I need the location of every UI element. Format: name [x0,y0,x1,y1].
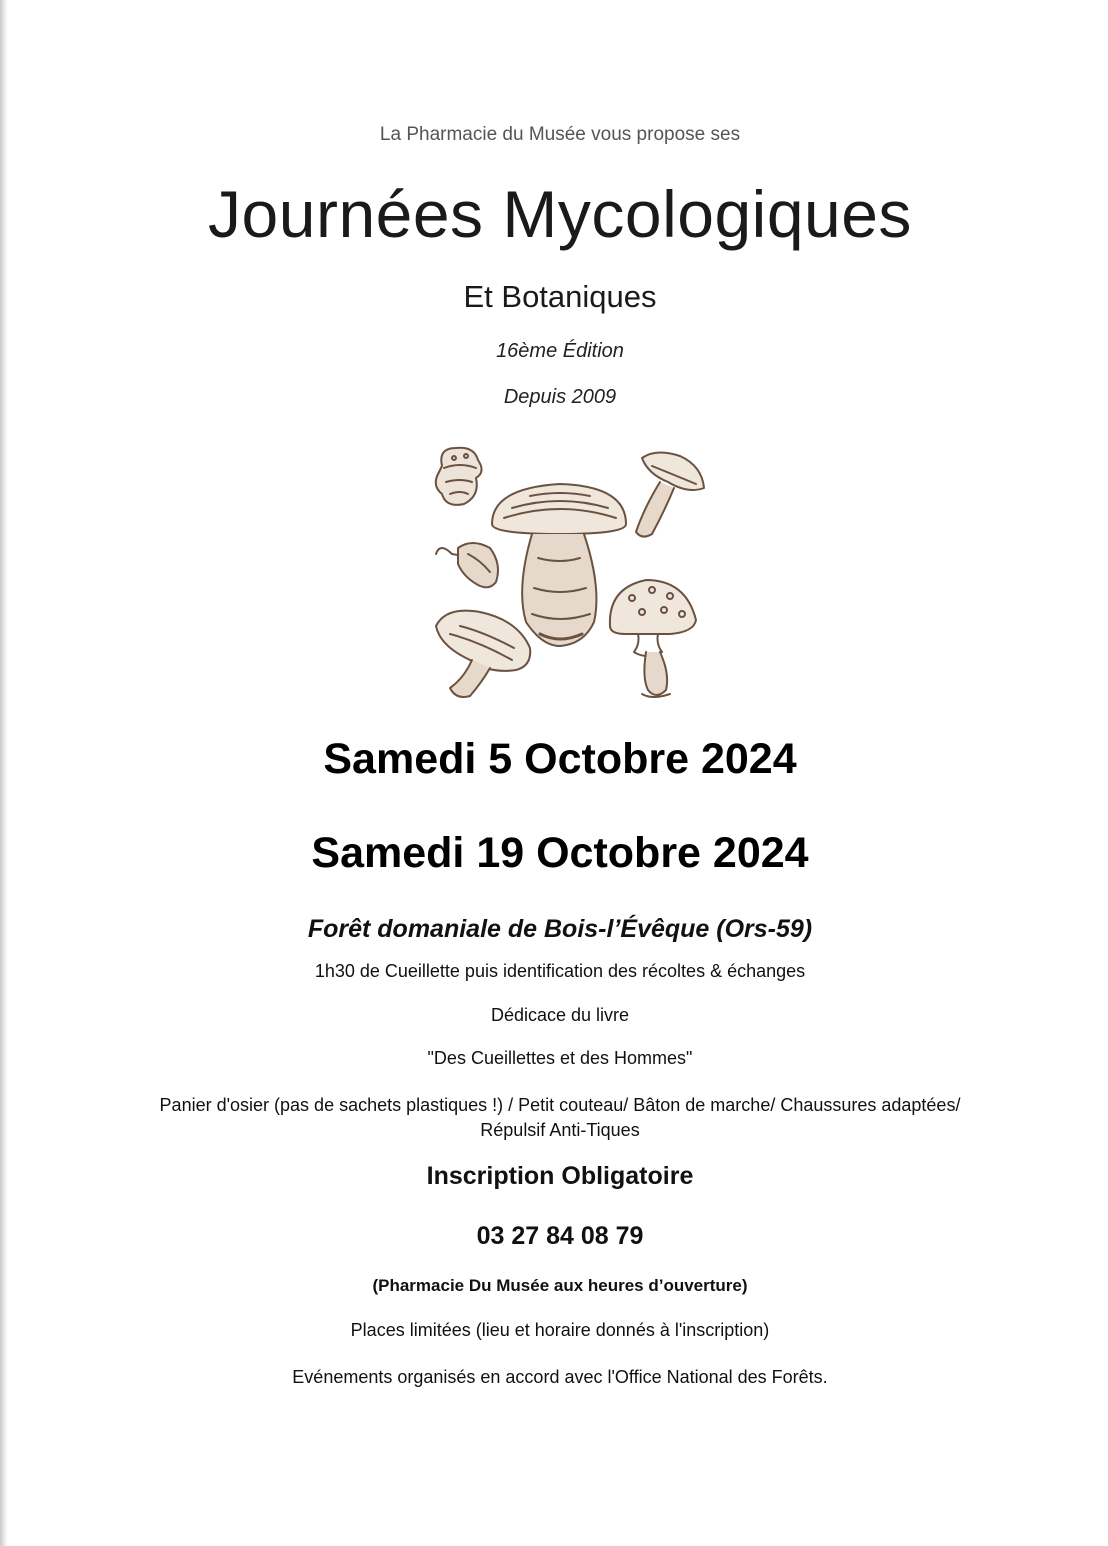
equipment-line: Répulsif Anti-Tiques [480,1120,640,1140]
funnel-mushroom-icon [636,452,704,536]
tilted-mushroom-icon [436,611,530,697]
dedication-text: Dédicace du livre [490,1005,630,1025]
phone-number: 03 27 84 08 79 [476,1222,644,1250]
since-text: Depuis 2009 [503,386,617,408]
hours-note: (Pharmacie Du Musée aux heures d’ouverture) [372,1276,748,1295]
mushrooms-engraving-icon [420,438,720,706]
location-text: Forêt domaniale de Bois-l’Évêque (Ors-59) [307,915,813,943]
intro-text: La Pharmacie du Musée vous propose ses [379,124,741,145]
event-date: Samedi 5 Octobre 2024 [323,735,797,783]
equipment-list [0,1093,1108,1143]
bolete-icon [492,484,626,646]
equipment-line: Panier d'osier (pas de sachets plastiques !) / Petit couteau/ Bâton de marche/ Chaussures adaptées/ [159,1095,961,1115]
activity-text: 1h30 de Cueillette puis identification des récoltes & échanges [314,961,806,981]
subtitle: Et Botaniques [463,279,657,314]
limited-places-note: Places limitées (lieu et horaire donnés à l'inscription) [350,1320,770,1340]
edition-text: 16ème Édition [496,340,624,362]
puffball-icon [436,448,482,505]
small-cap-icon [436,543,498,587]
registration-heading: Inscription Obligatoire [426,1162,694,1190]
amanita-icon [610,580,696,697]
book-title: "Des Cueillettes et des Hommes" [427,1048,693,1068]
event-date: Samedi 19 Octobre 2024 [311,829,809,877]
onf-note: Evénements organisés en accord avec l'Office National des Forêts. [292,1367,828,1387]
page-title: Journées Mycologiques [208,177,912,251]
